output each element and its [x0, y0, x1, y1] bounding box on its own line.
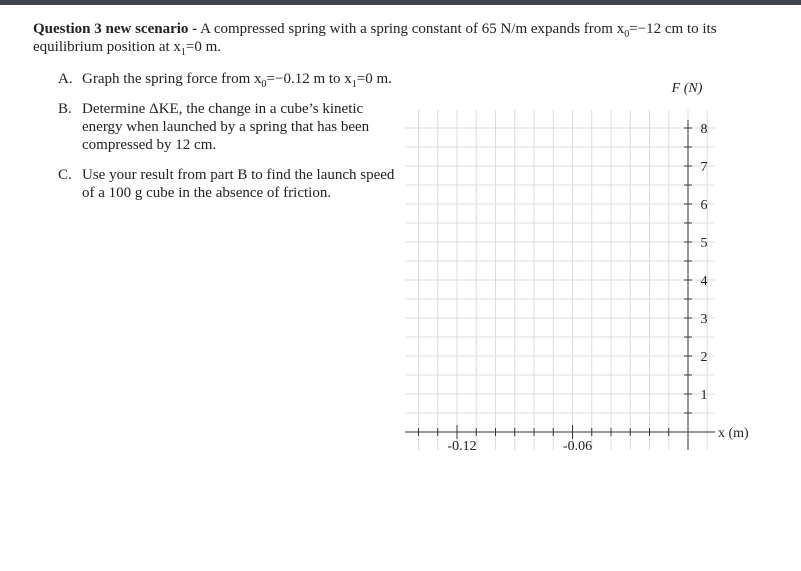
part-b-letter: B.: [58, 101, 72, 117]
question-text-b: =−12 cm to its equilibrium position at x: [33, 21, 717, 55]
question-text-a: A compressed spring with a spring constant of 65 N/m expands from x: [197, 21, 625, 37]
y-tick-label: 7: [700, 160, 708, 175]
graph-labels: [447, 81, 749, 454]
part-a-sub-a: 0: [261, 79, 267, 90]
y-tick-label: 5: [700, 236, 708, 251]
part-a-text-a: Graph the spring force from x: [82, 71, 262, 87]
question-sub-0: 0: [624, 29, 630, 40]
x-tick-label: -0.12: [447, 439, 477, 454]
y-tick-label: 4: [700, 274, 708, 289]
part-a-text-b: =−0.12 m to x: [266, 71, 352, 87]
part-c-text: Use your result from part B to find the launch speed of a 100 g cube in the absence of friction.: [82, 167, 395, 201]
question-text-c: =0 m.: [185, 39, 222, 55]
y-tick-label: 3: [700, 312, 708, 327]
part-b-text: Determine ΔKE, the change in a cube’s kinetic energy when launched by a spring that has been compressed by 12 cm.: [82, 101, 370, 153]
part-c-letter: C.: [58, 167, 72, 183]
y-tick-label: 8: [700, 122, 708, 137]
question-sub-1: 1: [180, 47, 186, 58]
part-a-sub-b: 1: [351, 79, 357, 90]
graph-grid: [405, 110, 715, 450]
part-a-text-c: =0 m.: [356, 71, 392, 87]
y-tick-label: 1: [700, 388, 708, 403]
x-tick-label: -0.06: [562, 439, 593, 454]
y-tick-label: 6: [700, 198, 708, 213]
y-tick-label: 2: [700, 350, 708, 365]
x-axis-label: x (m): [718, 426, 749, 441]
part-a-letter: A.: [58, 71, 73, 87]
question-title: Question 3 new scenario -: [33, 21, 198, 37]
y-axis-label: F (N): [671, 81, 703, 96]
